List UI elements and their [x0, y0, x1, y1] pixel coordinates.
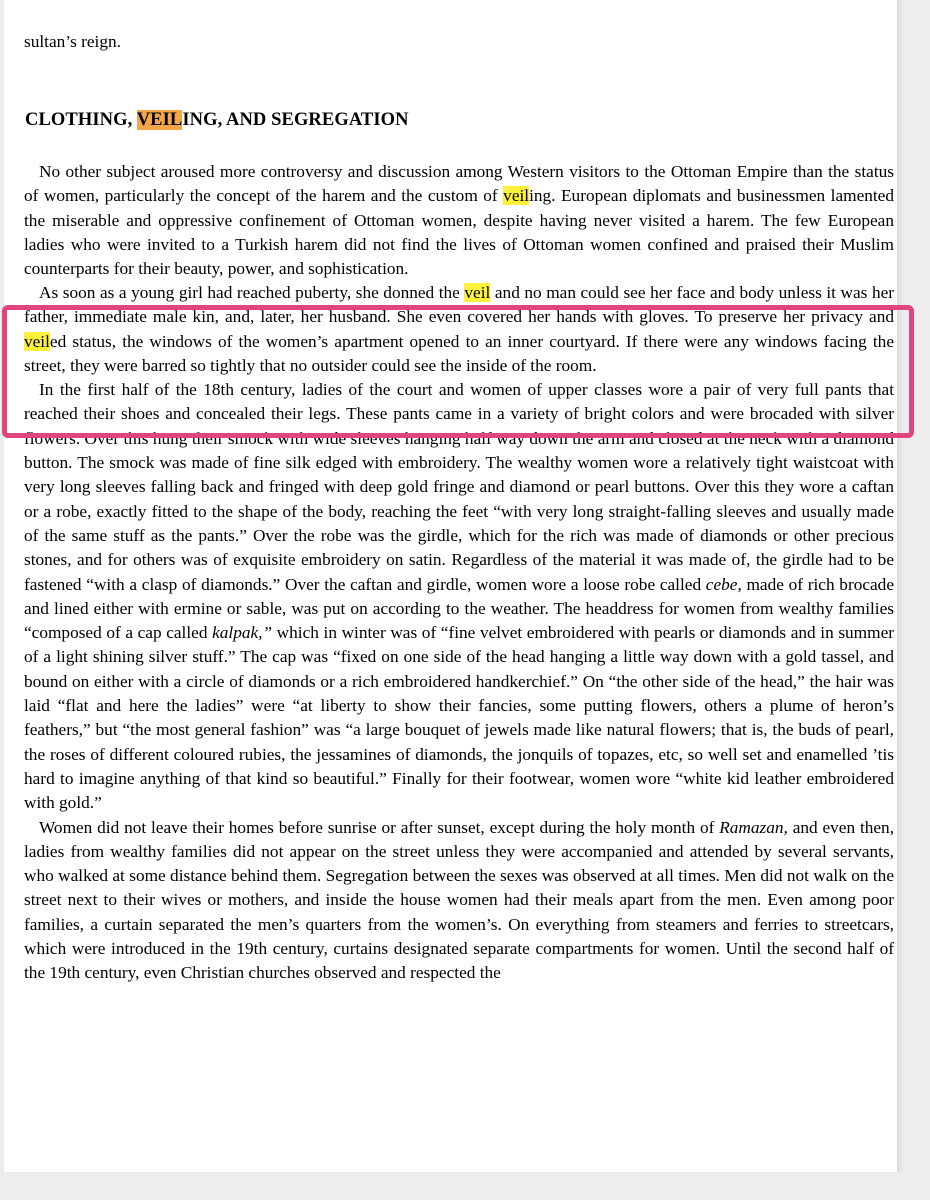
- paragraph-4-text-b: and even then, ladies from wealthy families did not appear on the street unless they were accompanied and attended by several servants, who walked at some distance behind them. Segregation between the sexes was observed at all times. Men did not walk on the street next to their wives or mothers, and inside the house women had their meals apart from the men. Even among poor families, a curtain separated the men’s quarters from the women’s. On everything from steamers and ferries to streetcars, which were introduced in the 19th century, curtains designated separate compartments for women. Until the second half of the 19th century, even Christian churches observed and respected the: [24, 817, 895, 983]
- paragraph-4: [24, 816, 894, 986]
- paragraph-3-text-c: which in winter was of “fine velvet embroidered with pearls or diamonds and in summer of a light shining silver stuff.” The cap was “fixed on one side of the head hanging a little way down with a gold tassel, and bound on either with a circle of diamonds or a rich embroidered handkerchief.” On “the other side of the head,” the hair was laid “flat and here the ladies” were “at liberty to show their fancies, some putting flowers, others a plume of heron’s feathers,” but “the most general fashion” was “a large bouquet of jewels made like natural flowers; that is, the buds of pearl, the roses of different coloured rubies, the jessamines of diamonds, the jonquils of topazes, etc, so well set and enamelled ’tis hard to imagine anything of that kind so beautiful.” Finally for their footwear, women wore “white kid leather embroidered with gold.”: [24, 623, 894, 813]
- heading-text-post: ING, AND SEGREGATION: [182, 110, 409, 130]
- italic-term-cebe: cebe,: [705, 574, 742, 594]
- italic-term-kalpak: kalpak,”: [212, 623, 273, 643]
- paragraph-1: [24, 160, 894, 281]
- carry-over-text: sultan’s reign.: [24, 32, 121, 51]
- paragraph-4-text-a: Women did not leave their homes before sunrise or after sunset, except during the holy month of: [39, 817, 720, 837]
- paragraph-3-text-a: In the first half of the 18th century, ladies of the court and women of upper classes wore a pair of very full pants that reached their shoes and concealed their legs. These pants came in a variety of bright colors and were brocaded with silver flowers. Over this hung their smock with wide sleeves hanging half way down the arm and closed at the neck with a diamond button. The smock was made of fine silk edged with embroidery. The wealthy women wore a relatively tight waistcoat with very long sleeves falling back and fringed with deep gold fringe and diamond or pearl buttons. Over this they wore a caftan or a robe, exactly fitted to the shape of the body, reaching the feet “with very long straight-falling sleeves and usually made of the same stuff as the pants.” Over the robe was the girdle, which for the rich was made of diamonds or other precious stones, and for others was of exquisite embroidery on satin. Regardless of the material it was made of, the girdle had to be fastened “with a clasp of diamonds.” Over the caftan and girdle, women wore a loose robe called: [24, 380, 894, 594]
- paragraph-3: [24, 378, 894, 815]
- paragraph-2-text-a: As soon as a young girl had reached puberty, she donned the: [39, 283, 465, 302]
- search-hit-current[interactable]: VEIL: [136, 110, 183, 130]
- paragraph-2-selected[interactable]: [24, 281, 894, 378]
- paragraph-3-text-b: made of rich brocade and lined either with ermine or sable, was put on according to the weather. The headdress for women from wealthy families “composed of a cap called: [24, 574, 894, 643]
- body-text: [24, 160, 894, 986]
- document-page: [4, 0, 897, 1172]
- paragraph-2-text-c: ed status, the windows of the women’s apartment opened to an inner courtyard. If there were any windows facing the street, they were barred so tightly that no outsider could see the inside of the room.: [24, 331, 894, 375]
- paragraph-1-text-a: No other subject aroused more controversy and discussion among Western visitors to the Ottoman Empire than the status of women, particularly the concept of the harem and the custom of: [24, 162, 894, 206]
- heading-text-pre: CLOTHING,: [25, 110, 137, 130]
- page-edge-shadow: [897, 0, 903, 1172]
- search-hit[interactable]: veil: [503, 186, 530, 206]
- section-heading: [25, 108, 409, 132]
- page-content: [24, 30, 895, 983]
- italic-term-ramazan: Ramazan,: [719, 817, 788, 837]
- paragraph-1-text-b: ing. European diplomats and businessmen lamented the miserable and oppressive confinement of Ottoman women, despite having never visited a harem. The few European ladies who were invited to a Turkish harem did not find the lives of Ottoman women confined and praised their Muslim counterparts for their beauty, power, and sophistication.: [24, 186, 894, 279]
- paragraph-2-text-b: and no man could see her face and body unless it was her father, immediate male kin, and, later, her husband. She even covered her hands with gloves. To preserve her privacy and: [24, 283, 895, 327]
- search-hit[interactable]: veil: [464, 283, 491, 302]
- search-hit[interactable]: veil: [24, 331, 50, 351]
